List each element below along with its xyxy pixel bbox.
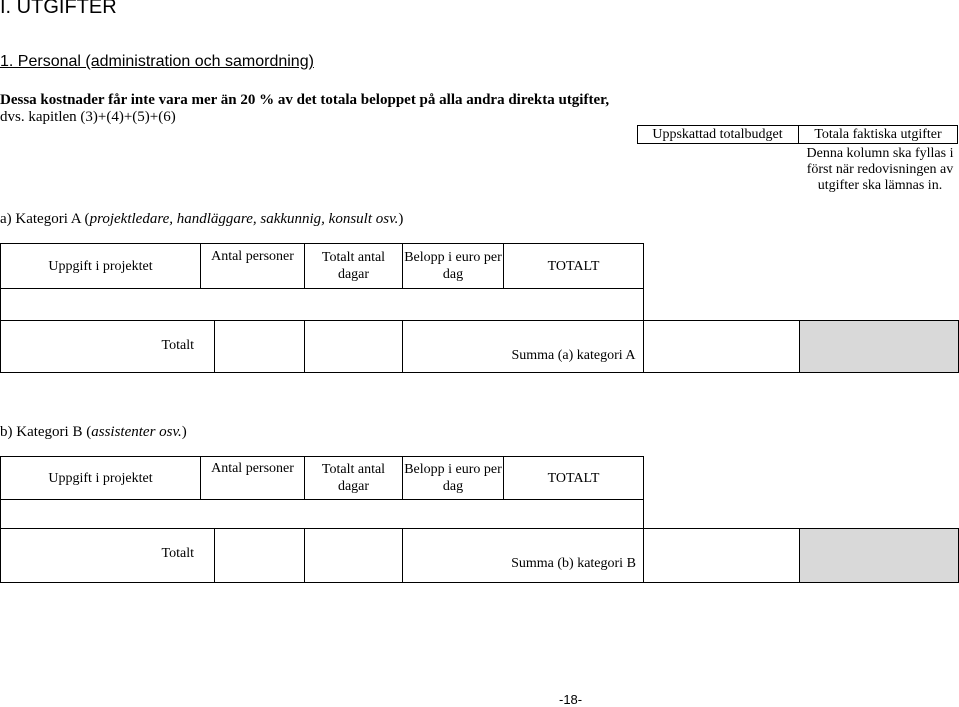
col-persons: Antal personer	[211, 460, 294, 476]
col-total: TOTALT	[547, 470, 600, 486]
entry-row-a[interactable]	[1, 289, 643, 320]
col-task: Uppgift i projektet	[48, 470, 153, 486]
sum-label-a: Summa (a) kategori A	[511, 347, 636, 363]
page-heading: I. UTGIFTER	[0, 0, 117, 18]
col-persons: Antal personer	[211, 248, 294, 264]
sum-label-b: Summa (b) kategori B	[511, 555, 636, 571]
table-category-a	[0, 243, 959, 373]
section-title: 1. Personal (administration och samordning)	[0, 53, 314, 70]
actual-expenses-header: Totala faktiska utgifter	[814, 127, 942, 142]
instruction-bold: Dessa kostnader får inte vara mer än 20 % av det totala beloppet på alla andra direkta utgifter,	[0, 92, 610, 108]
col-task: Uppgift i projektet	[48, 258, 153, 274]
actual-total-b-cell	[800, 529, 958, 582]
actual-column-note: Denna kolumn ska fyllas i först när redovisningen av utgifter ska lämnas in.	[806, 146, 954, 193]
col-rate: Belopp i euro per dag	[404, 250, 502, 282]
entry-row-b[interactable]	[1, 500, 643, 528]
budget-header	[637, 125, 958, 144]
total-label-a: Totalt	[161, 337, 194, 353]
instruction-normal: dvs. kapitlen (3)+(4)+(5)+(6)	[0, 109, 176, 125]
category-a-label: a) Kategori A (projektledare, handläggare, sakkunnig, konsult osv.)	[0, 211, 404, 227]
col-days: Totalt antal dagar	[321, 250, 386, 282]
estimated-budget-header: Uppskattad totalbudget	[652, 127, 783, 142]
col-rate: Belopp i euro per dag	[404, 462, 502, 494]
col-total: TOTALT	[547, 258, 600, 274]
table-category-b	[0, 456, 959, 584]
total-label-b: Totalt	[161, 545, 194, 561]
actual-total-a-cell	[800, 321, 958, 372]
col-days: Totalt antal dagar	[321, 462, 386, 494]
page-number: -18-	[559, 692, 583, 707]
category-b-label: b) Kategori B (assistenter osv.)	[0, 424, 187, 440]
